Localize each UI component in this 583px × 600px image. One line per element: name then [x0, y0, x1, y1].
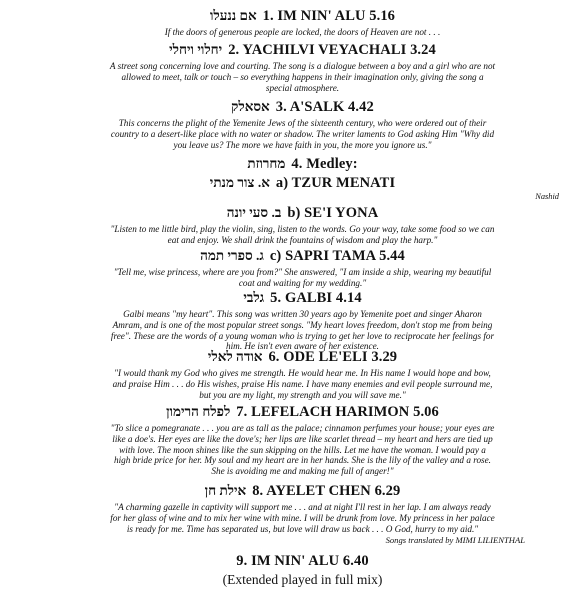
- description-line: and praise Him . . . do His wishes, praise His name. I have many enemies and evil people surround me,: [112, 378, 493, 389]
- track-hebrew-title: אודה לאלי: [207, 349, 263, 364]
- track-heading: [40, 483, 565, 500]
- track-8: [40, 483, 565, 546]
- track-heading: [40, 156, 565, 173]
- track-heading: [40, 404, 565, 421]
- translator-credit: Songs translated by MIMI LILIENTHAL: [385, 535, 525, 546]
- track-subtitle: (Extended played in full mix): [222, 572, 383, 587]
- description-line: coat and waiting for my wedding.": [238, 277, 367, 288]
- track-hebrew-title: מחרוזת: [247, 156, 286, 171]
- description-line: A street song concerning love and courting. The song is a dialogue between a boy and a girl who are not: [109, 61, 496, 71]
- track-title: 4. Medley:: [291, 156, 358, 172]
- track-4a: [40, 175, 565, 203]
- description-line: "I would thank my God who gives me strength. He would hear me. In His name I would hope and bow,: [114, 368, 491, 378]
- description-line: Galbi means "my heart". This song was written 30 years ago by Yemenite poet and singer Aharon: [123, 309, 482, 319]
- description-line: like a doe's. Her eyes are like the dove's; her lips are like scarlet thread – my heart and hers are tied up: [112, 433, 493, 444]
- description-line: "A charming gazelle in captivity will support me . . . and at night I'll rest in her lap. I am always ready: [114, 502, 491, 512]
- description-line: special atmosphere.: [265, 82, 340, 93]
- track-description: [40, 267, 565, 289]
- track-hebrew-title: א. צור מנתי: [209, 175, 270, 190]
- track-9: [40, 553, 565, 588]
- track-hebrew-title: ב. סעי יונה: [226, 205, 282, 220]
- description-line: high bride price for her. My soul and my heart are in her hands. She is the lily of the valley and a rose.: [114, 455, 491, 466]
- track-description: [40, 309, 565, 352]
- description-line: She is avoiding me and making me full of anger!": [211, 466, 394, 477]
- description-line: you leave us? The more we have faith in you, the more you ignore us.": [173, 139, 432, 150]
- description-line: but you are my light, my strength and you will save me.": [199, 389, 406, 400]
- track-title: 3. A'SALK 4.42: [275, 99, 374, 115]
- track-hebrew-title: אילת חן: [204, 483, 247, 498]
- track-title: c) SAPRI TAMA 5.44: [269, 248, 405, 264]
- description-line: If the doors of generous people are locked, the doors of Heaven are not . . .: [164, 27, 441, 37]
- track-title: 5. GALBI 4.14: [270, 290, 362, 306]
- track-4-medley: [40, 156, 565, 173]
- description-line: This concerns the plight of the Yemenite Jews of the sixteenth century, who were ordered out of their: [118, 118, 487, 128]
- track-heading: [40, 290, 565, 307]
- track-4c: [40, 248, 565, 289]
- track-4b: [40, 205, 565, 246]
- track-7: [40, 404, 565, 477]
- track-title: 7. LEFELACH HARIMON 5.06: [236, 404, 439, 420]
- track-heading: [40, 175, 565, 192]
- track-description: [40, 118, 565, 150]
- track-hebrew-title: אם ננעלו: [209, 8, 257, 23]
- track-heading: [40, 42, 565, 59]
- track-description: [40, 502, 565, 534]
- description-line: country to a desert-like place with no water or shadow. The writer laments to God asking Him "Why did: [110, 128, 495, 139]
- track-description: [40, 224, 565, 246]
- track-2: [40, 42, 565, 93]
- description-line: "Tell me, wise princess, where are you from?" She answered, "I am inside a ship, wearing my beautiful: [113, 267, 492, 277]
- description-line: him. He isn't even aware of her existence.: [226, 341, 379, 352]
- track-hebrew-title: ג. ספרי תמה: [200, 248, 264, 263]
- description-line: eat and enjoy. We shall drink the fountains of wisdom and play the harp.": [167, 234, 438, 245]
- track-credit: Nashid: [535, 192, 559, 201]
- track-hebrew-title: יחלוי ויחלי: [169, 42, 223, 57]
- track-title: b) SE'I YONA: [287, 205, 379, 221]
- description-line: with love. The moon shines like the sun skipping on the hills. Let me have the woman. I would pay a: [119, 444, 486, 455]
- track-title: 8. AYELET CHEN 6.29: [252, 483, 401, 499]
- track-heading: [40, 8, 565, 25]
- track-description: [40, 27, 565, 38]
- track-heading: [40, 248, 565, 265]
- description-line: for her glass of wine and to mix her wine with mine. I will be drunk from love. My princess in her palace: [110, 512, 495, 523]
- track-heading: [40, 553, 565, 570]
- track-heading: [40, 349, 565, 366]
- track-title: 2. YACHILVI VEYACHALI 3.24: [228, 42, 436, 58]
- track-5: [40, 290, 565, 352]
- description-line: Amram, and is one of the most popular street songs. "My heart loves freedom, don't stop me from being: [112, 319, 493, 330]
- track-title: 9. IM NIN' ALU 6.40: [236, 553, 369, 569]
- description-line: is ready for me. Time has separated us, but love will draw us back . . . O God, hurry to my aid.": [126, 523, 479, 534]
- track-6: [40, 349, 565, 400]
- description-line: "To slice a pomegranate . . . you are as tall as the palace; cinnamon perfumes your house; your eyes are: [110, 423, 495, 433]
- track-description: [40, 368, 565, 400]
- track-1: [40, 8, 565, 38]
- track-title: 6. ODE LE'ELI 3.29: [268, 349, 398, 365]
- track-hebrew-title: לפלח הרימון: [166, 404, 231, 419]
- track-title: a) TZUR MENATI: [275, 175, 396, 191]
- description-line: allowed to meet, talk or touch – so everything happens in their imagination only, giving the song a: [121, 71, 484, 82]
- track-heading: [40, 205, 565, 222]
- description-line: free". These are the words of a young woman who is trying to get her love to reciprocate her feelings for: [110, 330, 495, 341]
- track-heading: [40, 99, 565, 116]
- track-3: [40, 99, 565, 150]
- track-description: [40, 423, 565, 477]
- track-title: 1. IM NIN' ALU 5.16: [262, 8, 396, 24]
- track-hebrew-title: גלבי: [243, 290, 265, 305]
- track-description: [40, 61, 565, 93]
- description-line: "Listen to me little bird, play the violin, sing, listen to the words. Go your way, take some food so we can: [110, 224, 495, 234]
- track-hebrew-title: אסאלק: [231, 99, 270, 114]
